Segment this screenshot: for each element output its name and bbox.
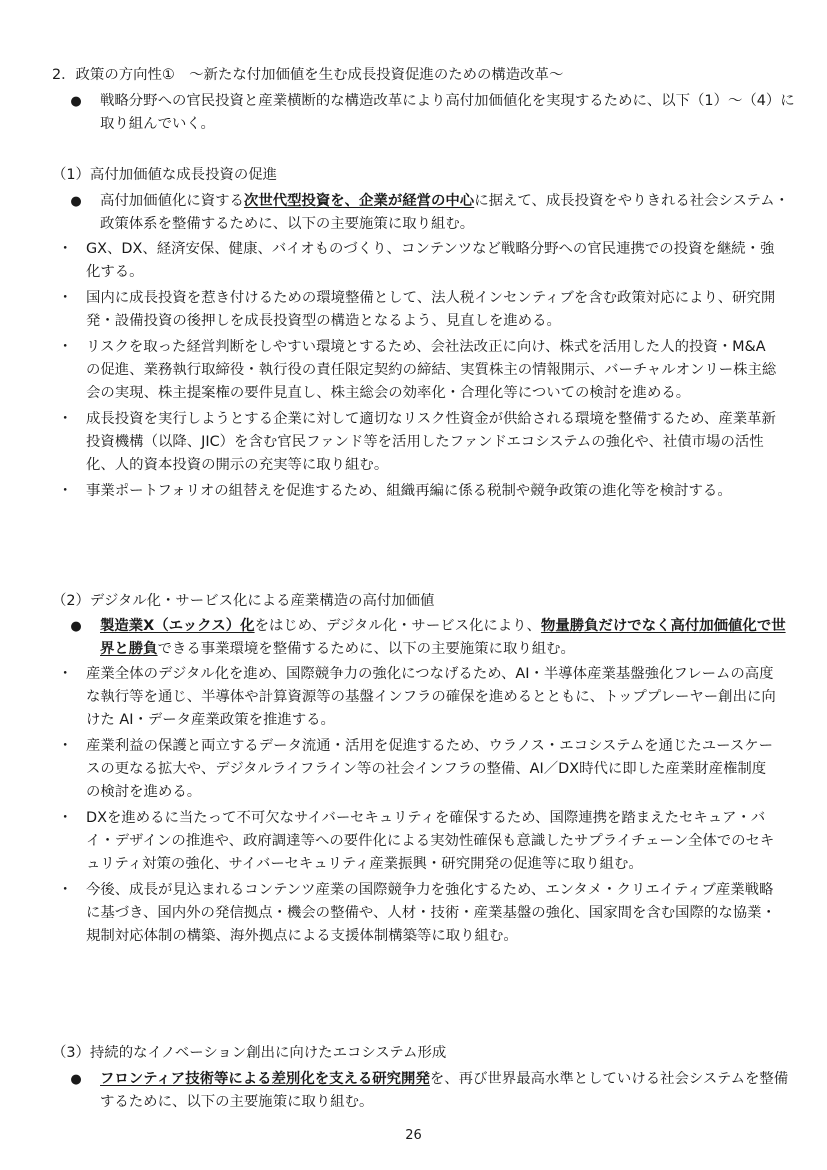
emphasis-text: フロンティア技術等による差別化を支える研究開発: [100, 1071, 430, 1087]
list-marker: ・: [58, 241, 73, 257]
list-item-text: DXを進めるに当たって不可欠なサイバーセキュリティを確保するため、国際連携を踏まえたセキュア・バイ・デザインの推進や、政府調達等への要件化による実効性確保も意識したサプライチェーン全体でのセキュリティ対策の強化、サイバーセキュリティ産業振興・研究開発の促進等に取り組む。: [86, 810, 775, 872]
subsection-heading-1: （1）高付加価値な成長投資の促進: [52, 167, 278, 183]
emphasis-text: 物量勝負だけでなく高付加価値化で世界と勝負: [100, 618, 786, 657]
subsection-2-items: [0, 663, 827, 948]
text-run: をはじめ、デジタル化・サービス化により、: [254, 618, 541, 634]
bullet-icon: ●: [70, 1072, 82, 1087]
bullet-text: 戦略分野への官民投資と産業横断的な構造改革により高付加価値化を実現するために、以下（1）～（4）に取り組んでいく。: [100, 93, 795, 132]
list-marker: ・: [58, 483, 73, 499]
list-item-text: 今後、成長が見込まれるコンテンツ産業の国際競争力を強化するため、エンタメ・クリエイティブ産業戦略に基づき、国内外の発信拠点・機会の整備や、人材・技術・産業基盤の強化、国家間を含む国際的な協業・規制対応体制の構築、海外拠点による支援体制構築等に取り組む。: [86, 882, 776, 944]
emphasis-text: 製造業X（エックス）化: [100, 618, 255, 634]
list-item-text: 国内に成長投資を惹き付けるための環境整備として、法人税インセンティブを含む政策対応により、研究開発・設備投資の後押しを成長投資型の構造となるよう、見直しを進める。: [86, 290, 776, 329]
list-item: [58, 238, 778, 284]
list-marker: ・: [58, 738, 73, 754]
text-run: に据えて、成長投資をやりきれる社会システム・政策体系を整備するために、以下の主要施策に取り組む。: [100, 193, 790, 232]
list-item: [58, 480, 778, 503]
subsection-heading-2: （2）デジタル化・サービス化による産業構造の高付加価値: [52, 593, 435, 609]
list-marker: ・: [58, 666, 73, 682]
list-marker: ・: [58, 339, 73, 355]
bullet-text: [100, 615, 799, 661]
subsection-1-bullet: [69, 190, 799, 236]
bullet-text: [100, 1068, 799, 1114]
list-marker: ・: [58, 290, 73, 306]
subsection-1-items: [0, 238, 827, 503]
list-item: [58, 735, 778, 804]
subsection-2-bullet: [69, 615, 799, 661]
list-item-text: 事業ポートフォリオの組替えを促進するため、組織再編に係る税制や競争政策の進化等を検討する。: [86, 483, 732, 499]
list-item: [58, 663, 778, 732]
list-item: [58, 336, 778, 405]
emphasis-text: 次世代型投資を、企業が経営の中心: [243, 193, 475, 209]
list-item: [58, 879, 778, 948]
list-item: [58, 408, 778, 477]
bullet-icon: ●: [70, 94, 82, 109]
list-item: [58, 807, 778, 876]
page-number: 26: [405, 1128, 422, 1143]
section-heading: 2．政策の方向性① ～新たな付加価値を生む成長投資促進のための構造改革～: [52, 67, 564, 83]
text-run: できる事業環境を整備するために、以下の主要施策に取り組む。: [157, 641, 575, 657]
section-bullet: [69, 90, 799, 136]
bullet-icon: ●: [70, 194, 82, 209]
list-item-text: 産業全体のデジタル化を進め、国際競争力の強化につなげるため、AI・半導体産業基盤強化フレームの高度な執行等を通じ、半導体や計算資源等の基盤インフラの確保を進めるとともに、トッププレーヤー創出に向けた AI・データ産業政策を推進する。: [86, 666, 776, 728]
list-marker: ・: [58, 411, 73, 427]
list-item-text: 産業利益の保護と両立するデータ流通・活用を促進するため、ウラノス・エコシステムを通じたユースケースの更なる拡大や、デジタルライフライン等の社会インフラの整備、AI／DX時代に即した産業財産権制度の検討を進める。: [86, 738, 774, 800]
list-item: [58, 287, 778, 333]
bullet-icon: ●: [70, 619, 82, 634]
list-marker: ・: [58, 810, 73, 826]
text-run: を、再び世界最高水準としていける社会システムを整備するために、以下の主要施策に取り組む。: [100, 1071, 789, 1110]
subsection-3-bullet: [69, 1068, 799, 1114]
subsection-heading-3: （3）持続的なイノベーション創出に向けたエコシステム形成: [52, 1045, 447, 1061]
bullet-text: [100, 190, 799, 236]
list-marker: ・: [58, 882, 73, 898]
text-run: 高付加価値化に資する: [100, 193, 244, 209]
list-item-text: 成長投資を実行しようとする企業に対して適切なリスク性資金が供給される環境を整備するため、産業革新投資機構（以降、JIC）を含む官民ファンド等を活用したファンドエコシステムの強化や、社債市場の活性化、人的資本投資の開示の充実等に取り組む。: [86, 411, 776, 473]
list-item-text: GX、DX、経済安保、健康、バイオものづくり、コンテンツなど戦略分野への官民連携での投資を継続・強化する。: [86, 241, 775, 280]
list-item-text: リスクを取った経営判断をしやすい環境とするため、会社法改正に向け、株式を活用した人的投資・M&A の促進、業務執行取締役・執行役の責任限定契約の締結、実質株主の情報開示、バーチャルオンリー株主総会の実現、株主提案権の要件見直し、株主総会の効率化・合理化等についての検討を進める。: [86, 339, 777, 401]
